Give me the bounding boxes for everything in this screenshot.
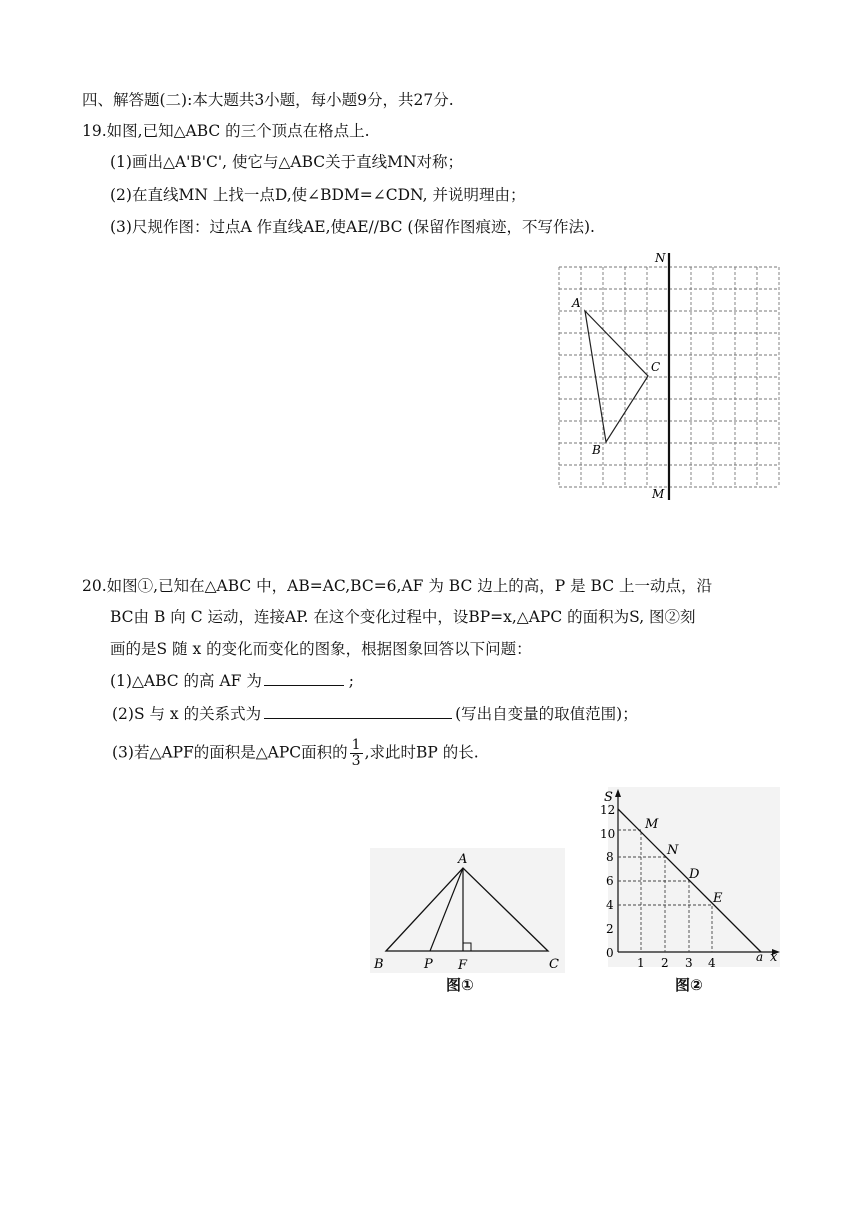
q20-part1 — [110, 669, 354, 692]
y-tick-2: 2 — [606, 922, 614, 936]
axis-label-x: x — [770, 950, 778, 965]
q20-part2-end: (写出自变量的取值范围)； — [455, 705, 638, 723]
q19-grid-figure — [555, 245, 785, 505]
grid-label-a: A — [572, 296, 581, 310]
q20-part3 — [112, 738, 479, 769]
q20-line3: 画的是S 随 x 的变化而变化的图象，根据图象回答以下问题： — [110, 640, 532, 658]
x-tick-4: 4 — [708, 956, 716, 970]
q20-part1-text: (1)△ABC 的高 AF 为 — [110, 672, 262, 690]
axis-label-s: S — [604, 790, 613, 805]
grid-label-c: C — [651, 360, 661, 374]
point-label-n: N — [667, 843, 679, 858]
q20-part3-text-a: (3)若△APF的面积是△APC面积的 — [112, 743, 348, 762]
q20-part2 — [112, 702, 638, 725]
fig2-caption: 图② — [675, 976, 703, 994]
q19-part2: (2)在直线MN 上找一点D,使∠BDM=∠CDN, 并说明理由； — [110, 186, 526, 204]
q20-figure-2 — [598, 787, 783, 972]
fraction-numerator: 1 — [351, 737, 361, 753]
q19-part1: (1)画出△A'B'C', 使它与△ABC关于直线MN对称； — [110, 153, 464, 171]
answer-blank-2[interactable] — [264, 702, 452, 719]
fig1-label-p: P — [424, 957, 433, 972]
point-label-d: D — [689, 867, 700, 882]
q20-line1: 20.如图①,已知在△ABC 中，AB=AC,BC=6,AF 为 BC 边上的高，P 是 BC 上一动点，沿 — [82, 577, 712, 595]
fig1-label-b: B — [374, 957, 384, 972]
fig1-label-f: F — [458, 958, 468, 973]
q20-part2-text: (2)S 与 x 的关系式为 — [112, 705, 262, 723]
x-tick-a: a — [756, 950, 764, 964]
x-tick-1: 1 — [637, 956, 645, 970]
q20-part3-text-b: ,求此时BP 的长. — [364, 743, 479, 762]
y-tick-10: 10 — [600, 827, 616, 841]
y-tick-0: 0 — [606, 946, 614, 960]
answer-blank-1[interactable] — [264, 669, 344, 686]
q19-stem: 19.如图,已知△ABC 的三个顶点在格点上. — [82, 122, 370, 140]
triangle-abc — [585, 311, 648, 442]
fraction-one-third — [350, 738, 363, 769]
grid-label-n: N — [655, 251, 666, 265]
x-tick-2: 2 — [661, 956, 669, 970]
point-label-m: M — [645, 817, 659, 832]
fig1-caption: 图① — [446, 976, 474, 994]
fig1-label-a: A — [458, 852, 468, 867]
q20-part1-end: ; — [348, 672, 355, 690]
x-tick-3: 3 — [685, 956, 693, 970]
y-tick-8: 8 — [606, 850, 614, 864]
fig1-label-c: C — [549, 957, 559, 972]
y-tick-12: 12 — [600, 803, 616, 817]
y-tick-4: 4 — [606, 898, 614, 912]
q20-figure-1 — [370, 848, 570, 978]
q20-line2: BC由 B 向 C 运动，连接AP. 在这个变化过程中，设BP=x,△APC 的面积为S, 图②刻 — [110, 608, 696, 626]
section-title: 四、解答题(二):本大题共3小题，每小题9分，共27分. — [82, 91, 454, 109]
q19-part3: (3)尺规作图：过点A 作直线AE,使AE//BC (保留作图痕迹，不写作法). — [110, 218, 595, 236]
fraction-denominator: 3 — [351, 753, 361, 769]
grid-label-b: B — [592, 443, 601, 457]
point-label-e: E — [713, 891, 723, 906]
y-tick-6: 6 — [606, 874, 614, 888]
grid-label-m: M — [652, 487, 665, 501]
